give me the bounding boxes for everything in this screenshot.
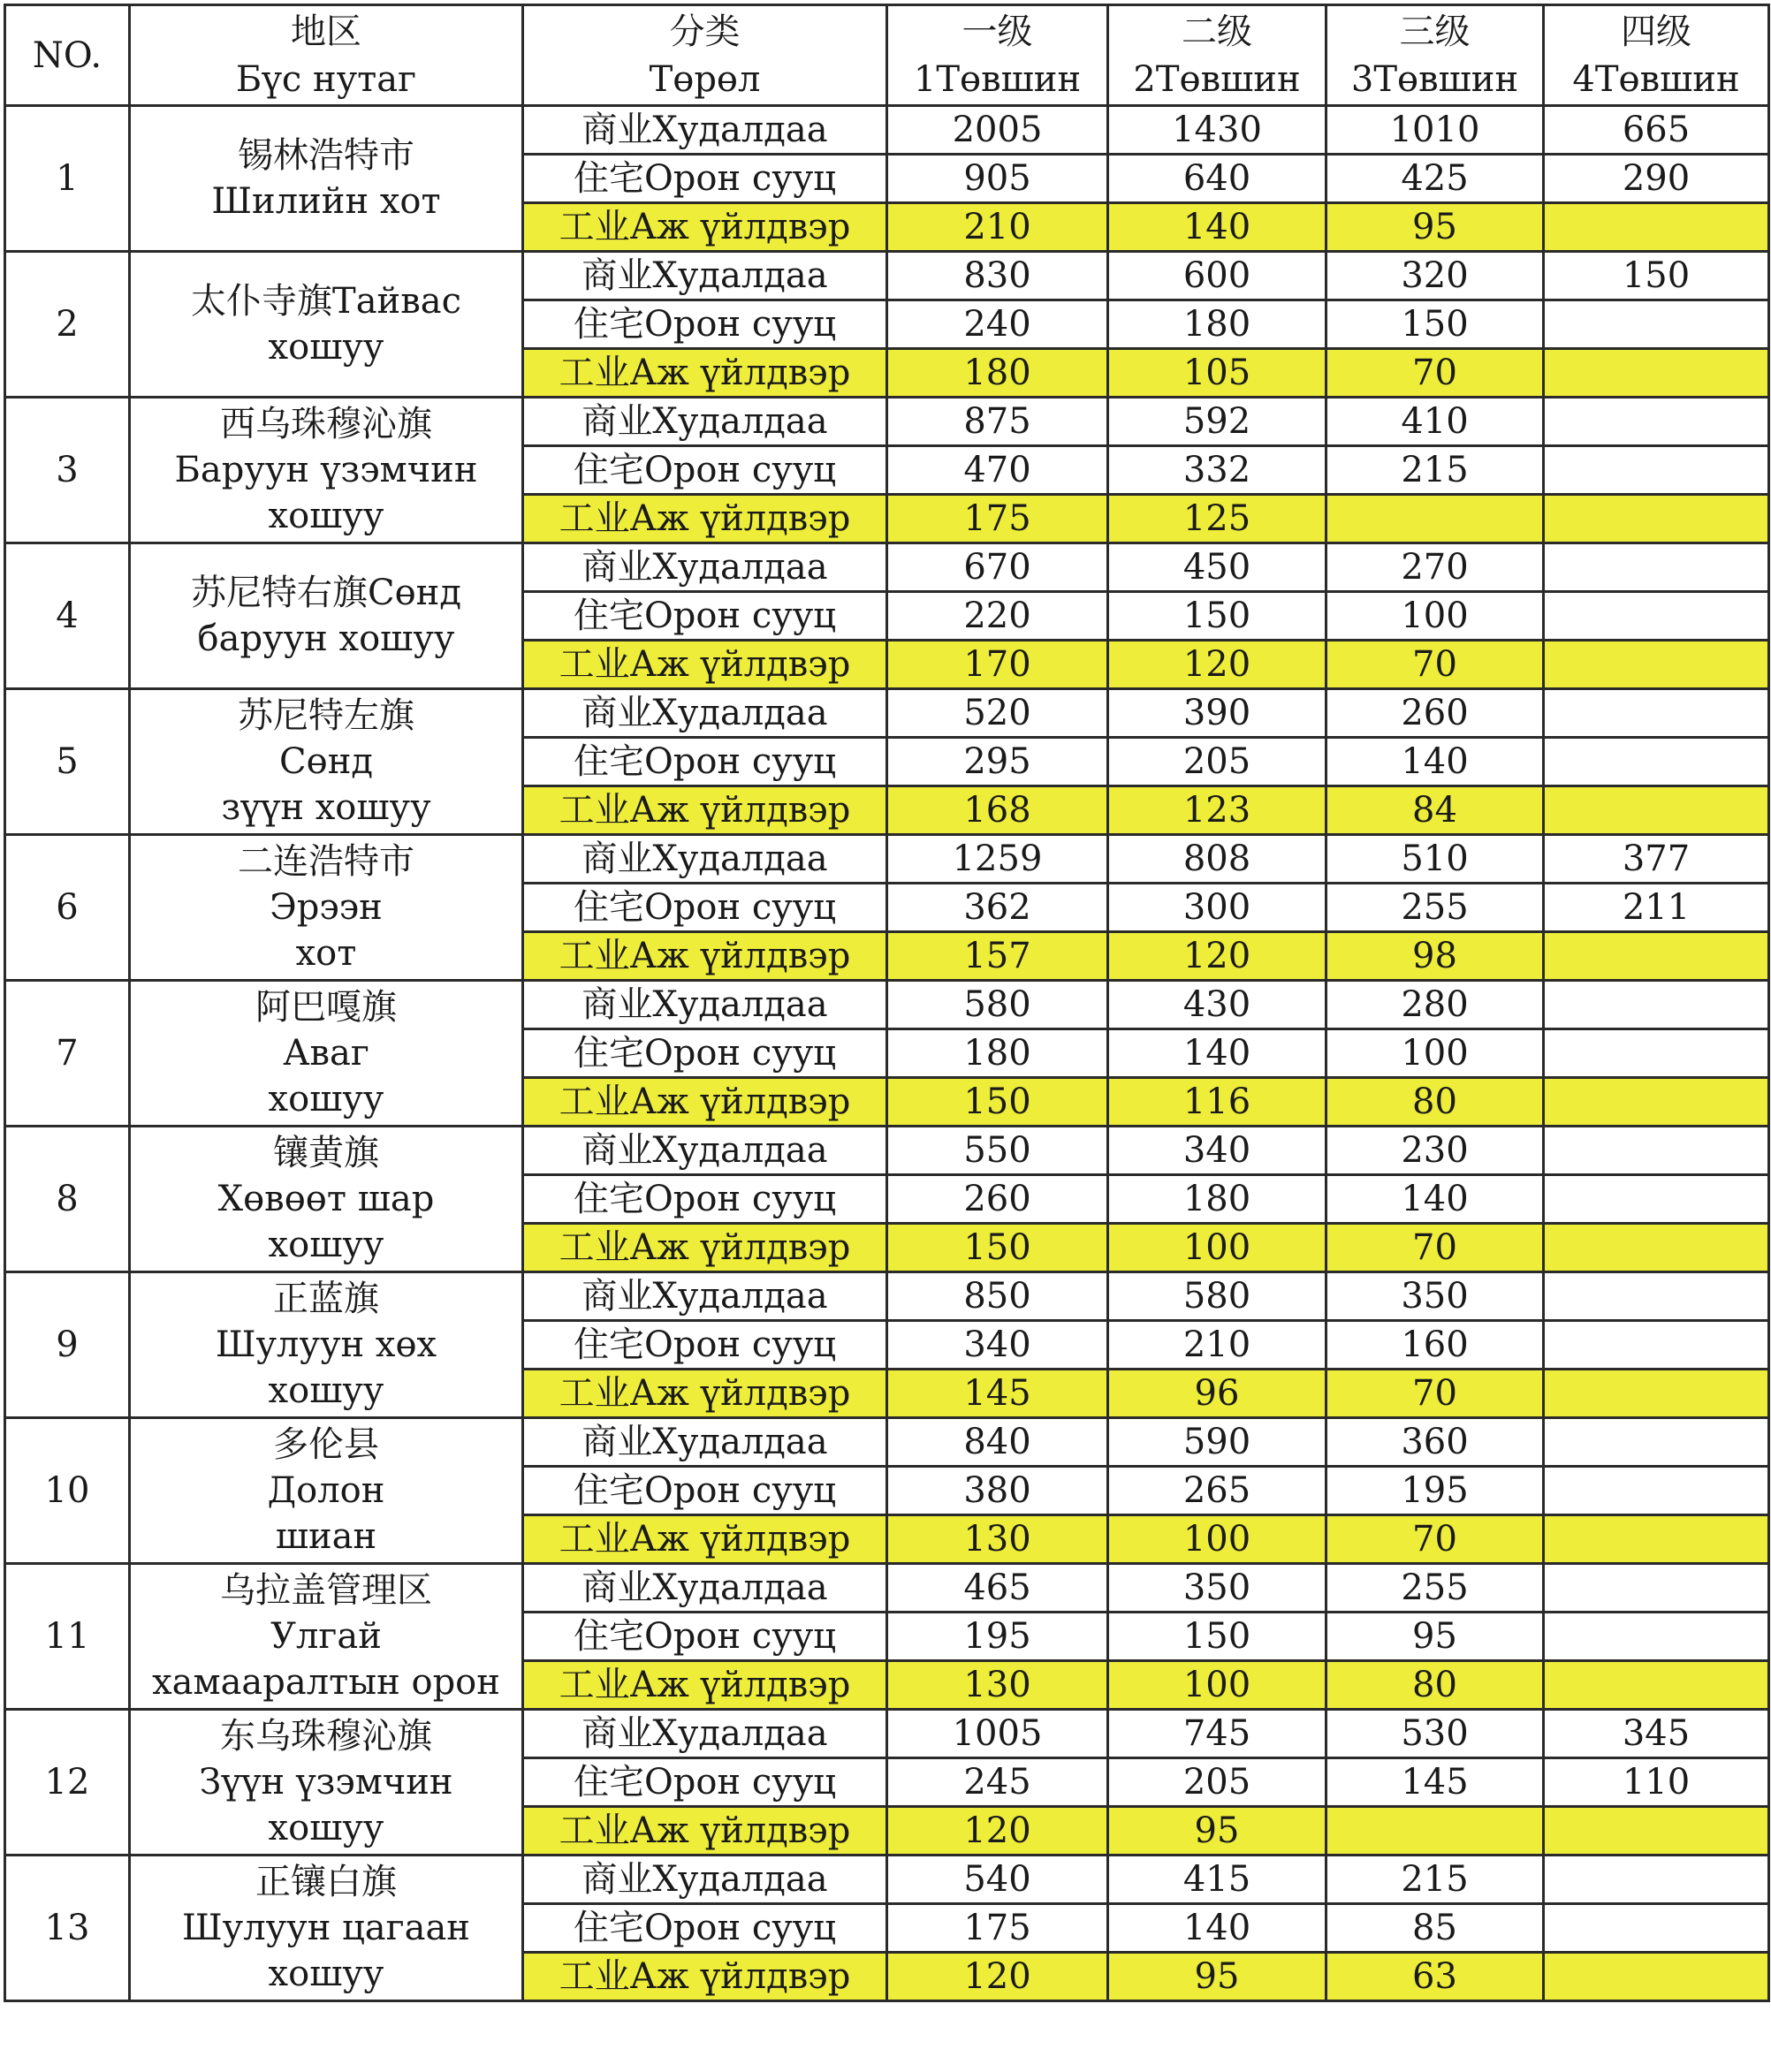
category-industrial: 工业Аж үйлдвэр [523,932,887,981]
table-row [5,1418,1769,1467]
header-row [5,5,1769,106]
category-residential: 住宅Орон сууц [523,1029,887,1078]
region-name-line: 正镶白旗 [255,1862,397,1902]
price-level2-cell: 95 [1108,1953,1326,2001]
price-level3-cell: 350 [1326,1272,1544,1321]
header-level3-mn: 3Төвшин [1350,58,1519,100]
region-name-line: хошуу [268,1079,384,1119]
price-level4-cell [1544,1127,1769,1175]
category-residential: 住宅Орон сууц [523,884,887,932]
price-level1-cell: 340 [887,1321,1108,1370]
table-row [5,689,1769,738]
price-level4-cell [1544,1807,1769,1856]
price-level1-cell: 175 [887,1904,1108,1953]
category-commercial: 商业Худалдаа [523,106,887,155]
header-level2-cn: 二级 [1182,11,1252,52]
region-name-line: хот [295,933,357,974]
header-level2 [1108,5,1326,106]
price-level2-cell: 125 [1108,495,1326,543]
price-level2-cell: 450 [1108,543,1326,592]
price-level3-cell: 360 [1326,1418,1544,1467]
price-level4-cell [1544,592,1769,641]
price-level1-cell: 245 [887,1758,1108,1807]
price-level1-cell: 295 [887,738,1108,786]
region-name-line: Хөвөөт шар [217,1179,435,1219]
price-level4-cell [1544,1613,1769,1661]
price-level2-cell: 105 [1108,349,1326,398]
region-name-line: 苏尼特左旗 [238,695,414,736]
price-level1-cell: 120 [887,1953,1108,2001]
price-level1-cell: 670 [887,543,1108,592]
price-level1-cell: 830 [887,252,1108,300]
region-name-line: зүүн хошуу [221,787,431,828]
price-level3-cell: 280 [1326,981,1544,1029]
price-level4-cell [1544,349,1769,398]
price-level2-cell: 140 [1108,203,1326,252]
category-industrial: 工业Аж үйлдвэр [523,1370,887,1418]
price-level3-cell: 195 [1326,1467,1544,1515]
region-no: 11 [5,1564,130,1710]
price-level1-cell: 130 [887,1515,1108,1564]
price-level1-cell: 1005 [887,1710,1108,1758]
price-level1-cell: 180 [887,349,1108,398]
category-residential: 住宅Орон сууц [523,1758,887,1807]
price-level4-cell [1544,1272,1769,1321]
region-name [130,543,523,689]
category-residential: 住宅Орон сууц [523,155,887,203]
region-name [130,1418,523,1564]
region-name-line: 东乌珠穆沁旗 [220,1716,432,1757]
price-level3-cell: 410 [1326,398,1544,446]
price-level1-cell: 362 [887,884,1108,932]
price-level1-cell: 905 [887,155,1108,203]
price-level4-cell [1544,738,1769,786]
region-name [130,835,523,981]
price-level1-cell: 540 [887,1856,1108,1904]
region-name-line: баруун хошуу [197,619,455,659]
price-level2-cell: 640 [1108,155,1326,203]
price-level1-cell: 840 [887,1418,1108,1467]
category-commercial: 商业Худалдаа [523,1856,887,1904]
region-name [130,398,523,543]
price-level1-cell: 180 [887,1029,1108,1078]
category-residential: 住宅Орон сууц [523,1613,887,1661]
price-level4-cell: 150 [1544,252,1769,300]
region-name-line: Зүүн үзэмчин [199,1762,453,1803]
price-level4-cell [1544,1904,1769,1953]
table-row [5,1564,1769,1613]
price-level3-cell: 63 [1326,1953,1544,2001]
price-level3-cell: 70 [1326,1224,1544,1272]
price-level1-cell: 168 [887,786,1108,835]
price-level3-cell: 320 [1326,252,1544,300]
price-level2-cell: 120 [1108,641,1326,689]
category-residential: 住宅Орон сууц [523,300,887,349]
region-no: 7 [5,981,130,1127]
region-no: 10 [5,1418,130,1564]
price-level4-cell [1544,1953,1769,2001]
price-level2-cell: 180 [1108,1175,1326,1224]
table-body [5,5,1769,2001]
region-name [130,1856,523,2001]
category-industrial: 工业Аж үйлдвэр [523,1515,887,1564]
price-level4-cell [1544,1078,1769,1127]
region-name-line: 太仆寺旗Тайвас [191,281,461,322]
table-row [5,252,1769,300]
price-level2-cell: 150 [1108,1613,1326,1661]
region-name-line: Улгай [270,1616,382,1657]
header-no: NO. [5,5,130,106]
region-no: 4 [5,543,130,689]
price-level3-cell: 70 [1326,349,1544,398]
header-category-cn: 分类 [669,11,741,52]
price-level3-cell: 215 [1326,446,1544,495]
price-level4-cell [1544,1467,1769,1515]
price-level1-cell: 210 [887,203,1108,252]
category-industrial: 工业Аж үйлдвэр [523,786,887,835]
price-level2-cell: 600 [1108,252,1326,300]
category-residential: 住宅Орон сууц [523,738,887,786]
region-no: 9 [5,1272,130,1418]
price-level4-cell [1544,300,1769,349]
category-industrial: 工业Аж үйлдвэр [523,1953,887,2001]
region-name [130,689,523,835]
price-level2-cell: 265 [1108,1467,1326,1515]
price-level3-cell: 80 [1326,1078,1544,1127]
table-row [5,1710,1769,1758]
price-level4-cell [1544,689,1769,738]
category-industrial: 工业Аж үйлдвэр [523,1224,887,1272]
price-level2-cell: 300 [1108,884,1326,932]
price-level4-cell: 211 [1544,884,1769,932]
land-price-table [4,4,1770,2002]
price-level3-cell: 84 [1326,786,1544,835]
price-level2-cell: 1430 [1108,106,1326,155]
region-name-line: Сөнд [279,741,373,782]
price-level2-cell: 340 [1108,1127,1326,1175]
category-industrial: 工业Аж үйлдвэр [523,1078,887,1127]
category-commercial: 商业Худалдаа [523,1127,887,1175]
price-level1-cell: 157 [887,932,1108,981]
price-level4-cell [1544,446,1769,495]
category-commercial: 商业Худалдаа [523,1418,887,1467]
category-industrial: 工业Аж үйлдвэр [523,495,887,543]
table-row [5,106,1769,155]
table-row [5,1127,1769,1175]
price-level3-cell: 1010 [1326,106,1544,155]
price-level4-cell [1544,543,1769,592]
price-level1-cell: 850 [887,1272,1108,1321]
region-no: 3 [5,398,130,543]
price-level2-cell: 390 [1108,689,1326,738]
price-level3-cell: 530 [1326,1710,1544,1758]
price-level3-cell: 140 [1326,1175,1544,1224]
price-level3-cell [1326,495,1544,543]
price-level3-cell: 260 [1326,689,1544,738]
price-level2-cell: 350 [1108,1564,1326,1613]
category-commercial: 商业Худалдаа [523,1272,887,1321]
price-level1-cell: 550 [887,1127,1108,1175]
region-no: 6 [5,835,130,981]
price-level1-cell: 580 [887,981,1108,1029]
price-level2-cell: 140 [1108,1904,1326,1953]
category-commercial: 商业Худалдаа [523,689,887,738]
price-level4-cell: 110 [1544,1758,1769,1807]
price-level4-cell [1544,495,1769,543]
region-name-line: хошуу [268,1370,384,1411]
table-row [5,398,1769,446]
price-level2-cell: 745 [1108,1710,1326,1758]
price-level2-cell: 150 [1108,592,1326,641]
price-level3-cell: 70 [1326,1515,1544,1564]
header-level3-cn: 三级 [1399,11,1471,52]
price-level1-cell: 170 [887,641,1108,689]
category-commercial: 商业Худалдаа [523,252,887,300]
region-name-line: 镶黄旗 [273,1133,379,1173]
price-level1-cell: 195 [887,1613,1108,1661]
price-level3-cell: 255 [1326,1564,1544,1613]
price-level4-cell [1544,398,1769,446]
price-level2-cell: 332 [1108,446,1326,495]
region-name [130,1710,523,1856]
price-level4-cell [1544,203,1769,252]
price-level3-cell: 425 [1326,155,1544,203]
region-name [130,981,523,1127]
region-name-line: хошуу [268,1225,384,1265]
price-level2-cell: 96 [1108,1370,1326,1418]
price-level1-cell: 120 [887,1807,1108,1856]
price-level4-cell [1544,1515,1769,1564]
region-name-line: 乌拉盖管理区 [220,1570,432,1611]
price-level3-cell: 140 [1326,738,1544,786]
region-name-line: Шулуун цагаан [182,1908,470,1948]
price-level2-cell: 100 [1108,1661,1326,1710]
category-commercial: 商业Худалдаа [523,981,887,1029]
table-row [5,835,1769,884]
header-category-mn: Төрөл [649,58,761,100]
price-level1-cell: 175 [887,495,1108,543]
price-level1-cell: 470 [887,446,1108,495]
region-name-line: 二连浩特市 [238,841,414,882]
header-level3 [1326,5,1544,106]
price-level2-cell: 590 [1108,1418,1326,1467]
price-level3-cell: 100 [1326,592,1544,641]
category-commercial: 商业Худалдаа [523,835,887,884]
price-level4-cell: 290 [1544,155,1769,203]
header-level1 [887,5,1108,106]
price-level3-cell: 80 [1326,1661,1544,1710]
region-no: 8 [5,1127,130,1272]
price-level3-cell: 95 [1326,1613,1544,1661]
price-level3-cell: 160 [1326,1321,1544,1370]
header-level4-mn: 4Төвшин [1572,58,1740,100]
price-level2-cell: 120 [1108,932,1326,981]
price-level3-cell: 85 [1326,1904,1544,1953]
price-level1-cell: 875 [887,398,1108,446]
price-level4-cell [1544,932,1769,981]
price-level4-cell: 377 [1544,835,1769,884]
region-name-line: Эрээн [270,887,383,928]
category-residential: 住宅Орон сууц [523,446,887,495]
price-level3-cell: 215 [1326,1856,1544,1904]
region-no: 5 [5,689,130,835]
price-level1-cell: 145 [887,1370,1108,1418]
price-level3-cell: 100 [1326,1029,1544,1078]
price-level1-cell: 150 [887,1078,1108,1127]
price-level2-cell: 580 [1108,1272,1326,1321]
region-name [130,106,523,252]
price-level3-cell: 230 [1326,1127,1544,1175]
region-name-line: Баруун үзэмчин [174,450,478,490]
header-region [130,5,523,106]
price-level1-cell: 465 [887,1564,1108,1613]
category-residential: 住宅Орон сууц [523,1467,887,1515]
price-level2-cell: 592 [1108,398,1326,446]
header-category [523,5,887,106]
price-level4-cell [1544,1029,1769,1078]
region-name [130,1564,523,1710]
price-level3-cell: 70 [1326,641,1544,689]
land-price-table-document [4,4,1767,2068]
region-name-line: хамааралтын орон [152,1662,500,1703]
table-row [5,543,1769,592]
category-residential: 住宅Орон сууц [523,592,887,641]
region-name-line: 阿巴嘎旗 [255,987,397,1028]
header-level1-cn: 一级 [962,11,1033,52]
price-level2-cell: 100 [1108,1515,1326,1564]
category-industrial: 工业Аж үйлдвэр [523,203,887,252]
region-name-line: Долон [267,1470,385,1511]
table-row [5,1856,1769,1904]
price-level2-cell: 808 [1108,835,1326,884]
region-name-line: 锡林浩特市 [238,135,414,176]
price-level2-cell: 95 [1108,1807,1326,1856]
header-level2-mn: 2Төвшин [1133,58,1301,100]
price-level1-cell: 240 [887,300,1108,349]
region-name-line: хошуу [268,496,384,536]
region-no: 12 [5,1710,130,1856]
region-name-line: хошуу [268,1954,384,1994]
price-level4-cell [1544,1856,1769,1904]
category-residential: 住宅Орон сууц [523,1321,887,1370]
price-level3-cell [1326,1807,1544,1856]
category-commercial: 商业Худалдаа [523,543,887,592]
region-name-line: Аваг [283,1033,369,1074]
price-level2-cell: 205 [1108,738,1326,786]
price-level2-cell: 100 [1108,1224,1326,1272]
region-no: 1 [5,106,130,252]
region-no: 13 [5,1856,130,2001]
price-level2-cell: 116 [1108,1078,1326,1127]
category-commercial: 商业Худалдаа [523,398,887,446]
category-industrial: 工业Аж үйлдвэр [523,1807,887,1856]
category-commercial: 商业Худалдаа [523,1710,887,1758]
region-name [130,1272,523,1418]
category-commercial: 商业Худалдаа [523,1564,887,1613]
price-level2-cell: 430 [1108,981,1326,1029]
price-level4-cell: 665 [1544,106,1769,155]
region-name-line: хошуу [268,327,384,368]
price-level3-cell: 510 [1326,835,1544,884]
category-industrial: 工业Аж үйлдвэр [523,349,887,398]
price-level2-cell: 180 [1108,300,1326,349]
price-level2-cell: 140 [1108,1029,1326,1078]
region-name-line: шиан [275,1516,377,1557]
region-name [130,1127,523,1272]
table-row [5,1272,1769,1321]
region-name-line: 西乌珠穆沁旗 [220,404,432,444]
price-level4-cell [1544,1224,1769,1272]
region-name-line: 多伦县 [273,1424,379,1465]
header-region-cn: 地区 [291,11,361,52]
price-level3-cell: 95 [1326,203,1544,252]
price-level1-cell: 1259 [887,835,1108,884]
price-level2-cell: 123 [1108,786,1326,835]
price-level4-cell [1544,1661,1769,1710]
region-name-line: 正蓝旗 [273,1279,379,1319]
price-level3-cell: 70 [1326,1370,1544,1418]
price-level4-cell [1544,786,1769,835]
price-level4-cell [1544,1175,1769,1224]
header-level4 [1544,5,1769,106]
price-level4-cell: 345 [1544,1710,1769,1758]
price-level3-cell: 255 [1326,884,1544,932]
price-level1-cell: 2005 [887,106,1108,155]
price-level2-cell: 205 [1108,1758,1326,1807]
region-name-line: Шулуун хөх [215,1324,437,1365]
category-residential: 住宅Орон сууц [523,1904,887,1953]
price-level3-cell: 98 [1326,932,1544,981]
price-level4-cell [1544,1564,1769,1613]
region-name-line: 苏尼特右旗Сөнд [191,573,461,613]
region-name [130,252,523,398]
region-name-line: Шилийн хот [211,181,441,222]
region-no: 2 [5,252,130,398]
price-level4-cell [1544,641,1769,689]
header-level1-mn: 1Төвшин [913,58,1082,100]
price-level3-cell: 270 [1326,543,1544,592]
price-level1-cell: 220 [887,592,1108,641]
price-level2-cell: 210 [1108,1321,1326,1370]
price-level1-cell: 130 [887,1661,1108,1710]
region-name-line: хошуу [268,1808,384,1848]
price-level2-cell: 415 [1108,1856,1326,1904]
price-level4-cell [1544,1321,1769,1370]
price-level1-cell: 380 [887,1467,1108,1515]
price-level4-cell [1544,1418,1769,1467]
header-level4-cn: 四级 [1621,11,1691,52]
price-level4-cell [1544,981,1769,1029]
table-row [5,981,1769,1029]
price-level3-cell: 145 [1326,1758,1544,1807]
header-region-mn: Бүс нутаг [235,58,417,100]
category-industrial: 工业Аж үйлдвэр [523,641,887,689]
price-level1-cell: 260 [887,1175,1108,1224]
price-level4-cell [1544,1370,1769,1418]
price-level1-cell: 520 [887,689,1108,738]
category-industrial: 工业Аж үйлдвэр [523,1661,887,1710]
category-residential: 住宅Орон сууц [523,1175,887,1224]
price-level1-cell: 150 [887,1224,1108,1272]
price-level3-cell: 150 [1326,300,1544,349]
